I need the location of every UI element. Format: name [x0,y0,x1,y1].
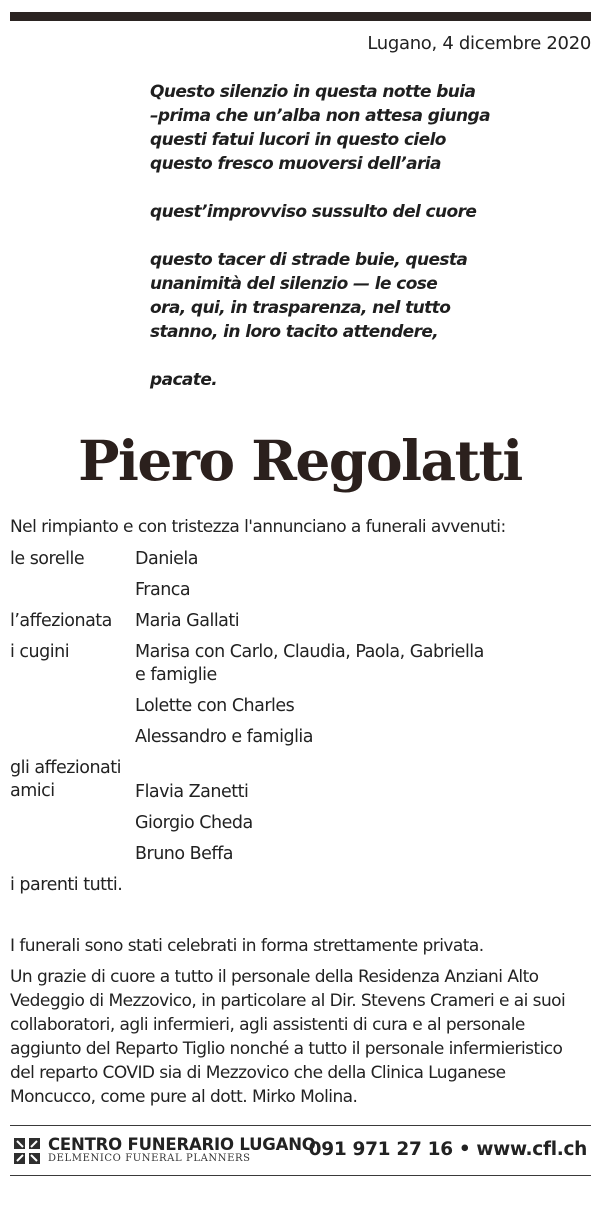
top-rule [10,12,591,21]
poem-line: unanimità del silenzio — le cose [150,274,438,294]
footer-top-rule [10,1125,591,1126]
thanks-line: Moncucco, come pure al dott. Mirko Molina. [10,1087,358,1107]
separator: • [458,1139,471,1160]
phone-number: 091 971 27 16 [308,1139,453,1160]
website-link[interactable]: www.cfl.ch [476,1139,587,1160]
footer [10,1133,591,1167]
mourner-name: Lolette con Charles [135,696,295,716]
deceased-name: Piero Regolatti [78,428,522,493]
poem-line: –prima che un’alba non attesa giunga [150,106,490,126]
thanks-line: del reparto COVID sia di Mezzovico che della Clinica Luganese [10,1063,506,1083]
poem-stanza [150,248,490,344]
footer-bottom-rule [10,1175,591,1176]
brand-name: CENTRO FUNERARIO LUGANO [48,1135,316,1154]
mourner-name: Marisa con Carlo, Claudia, Paola, Gabriella e famiglie [135,642,484,685]
thanks-line: collaboratori, agli infermieri, agli assistenti di cura e al personale [10,1015,525,1035]
mourner-name: Flavia Zanetti [135,782,249,802]
poem-line: questi fatui lucori in questo cielo [150,130,446,150]
poem-stanza [150,80,490,176]
thanks-paragraph [10,965,590,1109]
poem-line: pacate. [150,370,218,390]
funeral-note: I funerali sono stati celebrati in forma strettamente privata. [10,936,484,956]
mourner-relation: le sorelle [10,549,85,569]
poem-line: questo tacer di strade buie, questa [150,250,468,270]
poem-stanza [150,200,490,224]
poem-stanza [150,368,490,392]
mourner-relation: i cugini [10,642,70,662]
thanks-line: aggiunto del Reparto Tiglio nonché a tutto il personale infermieristico [10,1039,563,1059]
poem-line: stanno, in loro tacito attendere, [150,322,439,342]
mourner-name: Giorgio Cheda [135,813,253,833]
thanks-line: Vedeggio di Mezzovico, in particolare al Dir. Stevens Crameri e ai suoi [10,991,566,1011]
cross-emblem-icon [14,1138,40,1164]
mourner-name: Alessandro e famiglia [135,727,314,747]
poem-line: questo fresco muoversi dell’aria [150,154,441,174]
contact-info [309,1139,587,1160]
thanks-line: Un grazie di cuore a tutto il personale della Residenza Anziani Alto [10,967,539,987]
dateline: Lugano, 4 dicembre 2020 [367,33,591,54]
mourner-name: Daniela [135,549,199,569]
announcement: Nel rimpianto e con tristezza l'annunciano a funerali avvenuti: [10,517,506,537]
mourner-name: Bruno Beffa [135,844,233,864]
mourner-name: Franca [135,580,191,600]
mourner-name: Maria Gallati [135,611,240,631]
mourner-relation: gli affezionati amici [10,758,122,801]
poem-line: Questo silenzio in questa notte buia [150,82,476,102]
poem-line: ora, qui, in trasparenza, nel tutto [150,298,451,318]
mourner-relation: i parenti tutti. [10,875,123,895]
brand-tagline: DELMENICO FUNERAL PLANNERS [48,1153,251,1164]
poem-line: quest’improvviso sussulto del cuore [150,202,477,222]
poem [150,80,490,392]
mourner-relation: l’affezionata [10,611,112,631]
